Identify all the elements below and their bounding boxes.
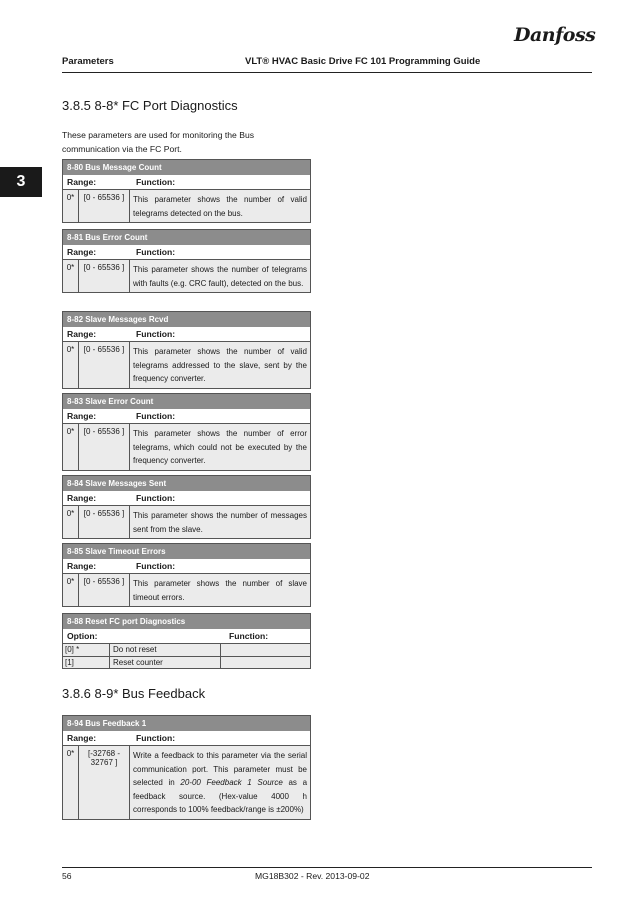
param-range: [0 - 65536 ] xyxy=(78,424,130,470)
param-range: [0 - 65536 ] xyxy=(78,506,130,538)
function-label: Function: xyxy=(136,733,176,743)
param-range: [0 - 65536 ] xyxy=(78,190,130,222)
param-title: 8-85 Slave Timeout Errors xyxy=(63,544,310,559)
range-label: Range: xyxy=(67,329,97,339)
function-label: Function: xyxy=(229,631,269,641)
param-row xyxy=(63,424,310,470)
header-section: Parameters xyxy=(62,56,114,67)
param-row xyxy=(63,746,310,819)
param-title: 8-83 Slave Error Count xyxy=(63,394,310,409)
page-header xyxy=(62,56,592,70)
param-header-row xyxy=(63,559,310,574)
param-description: This parameter shows the number of valid telegrams addressed to the slave, sent by the frequency converter. xyxy=(133,347,307,383)
param-table-8-84 xyxy=(62,475,311,539)
option-function xyxy=(221,657,310,668)
option-code: [1] xyxy=(65,658,74,667)
param-title: 8-80 Bus Message Count xyxy=(63,160,310,175)
range-label: Range: xyxy=(67,247,97,257)
document-id: MG18B302 - Rev. 2013-09-02 xyxy=(255,871,370,881)
option-value: Do not reset xyxy=(109,644,221,656)
option-value: Reset counter xyxy=(109,657,221,668)
param-header-row xyxy=(63,491,310,506)
param-row xyxy=(63,574,310,606)
param-description: This parameter shows the number of messages sent from the slave. xyxy=(133,511,307,534)
param-default: 0* xyxy=(66,577,75,586)
section-885-heading: 3.8.5 8-8* FC Port Diagnostics xyxy=(62,98,238,113)
param-default: 0* xyxy=(66,427,75,436)
param-row xyxy=(63,260,310,292)
range-label: Range: xyxy=(67,493,97,503)
param-header-row xyxy=(63,409,310,424)
chapter-tab: 3 xyxy=(0,167,42,197)
function-label: Function: xyxy=(136,493,176,503)
function-label: Function: xyxy=(136,561,176,571)
param-range: [0 - 65536 ] xyxy=(78,574,130,606)
param-header-row xyxy=(63,175,310,190)
param-default: 0* xyxy=(66,263,75,272)
param-description: This parameter shows the number of error telegrams, which could not be executed by the frequency converter. xyxy=(133,429,307,465)
param-header-row xyxy=(63,731,310,746)
section-885-intro: These parameters are used for monitoring the Bus communication via the FC Port. xyxy=(62,130,255,154)
param-range: [0 - 65536 ] xyxy=(78,342,130,388)
param-table-8-85 xyxy=(62,543,311,607)
param-title: 8-81 Bus Error Count xyxy=(63,230,310,245)
option-row xyxy=(63,644,310,656)
param-default: 0* xyxy=(66,509,75,518)
param-description: This parameter shows the number of valid telegrams detected on the bus. xyxy=(133,195,307,218)
option-row xyxy=(63,656,310,668)
param-table-8-83 xyxy=(62,393,311,471)
param-default: 0* xyxy=(66,749,75,758)
description-part: as a feedback source. (Hex-value 4000 h corresponds to 100% feedback/range is ±200%) xyxy=(133,778,308,814)
param-title: 8-82 Slave Messages Rcvd xyxy=(63,312,310,327)
function-label: Function: xyxy=(136,177,176,187)
footer-rule xyxy=(62,867,592,868)
danfoss-logo: Danfoss xyxy=(514,24,596,46)
param-description xyxy=(130,746,310,819)
header-rule xyxy=(62,72,592,73)
option-header-row xyxy=(63,629,310,644)
function-label: Function: xyxy=(136,247,176,257)
range-label: Range: xyxy=(67,733,97,743)
param-title: 8-88 Reset FC port Diagnostics xyxy=(63,614,310,629)
range-label: Range: xyxy=(67,411,97,421)
header-guide-title: VLT® HVAC Basic Drive FC 101 Programming Guide xyxy=(245,56,481,67)
function-label: Function: xyxy=(136,329,176,339)
range-label: Range: xyxy=(67,561,97,571)
param-table-8-82 xyxy=(62,311,311,389)
range-label: Range: xyxy=(67,177,97,187)
function-label: Function: xyxy=(136,411,176,421)
param-header-row xyxy=(63,245,310,260)
option-code: [0] * xyxy=(65,645,80,654)
param-title: 8-84 Slave Messages Sent xyxy=(63,476,310,491)
param-row xyxy=(63,506,310,538)
param-range: [-32768 - 32767 ] xyxy=(78,746,130,819)
page-number: 56 xyxy=(62,871,72,881)
description-part: Write a feedback to this parameter via the serial communication port. This parameter must be selected in xyxy=(133,751,307,787)
section-886-heading: 3.8.6 8-9* Bus Feedback xyxy=(62,686,206,701)
param-description: This parameter shows the number of slave timeout errors. xyxy=(133,579,307,602)
param-description: This parameter shows the number of telegrams with faults (e.g. CRC fault), detected on the bus. xyxy=(133,265,307,288)
param-title: 8-94 Bus Feedback 1 xyxy=(63,716,310,731)
param-header-row xyxy=(63,327,310,342)
param-table-8-80 xyxy=(62,159,311,223)
cross-reference: 20-00 Feedback 1 Source xyxy=(180,778,283,787)
option-table-8-88 xyxy=(62,613,311,669)
param-table-8-81 xyxy=(62,229,311,293)
param-default: 0* xyxy=(66,345,75,354)
option-function xyxy=(221,644,310,656)
param-default: 0* xyxy=(66,193,75,202)
param-table-8-94 xyxy=(62,715,311,820)
option-label: Option: xyxy=(67,631,98,641)
param-row xyxy=(63,342,310,388)
param-range: [0 - 65536 ] xyxy=(78,260,130,292)
param-row xyxy=(63,190,310,222)
